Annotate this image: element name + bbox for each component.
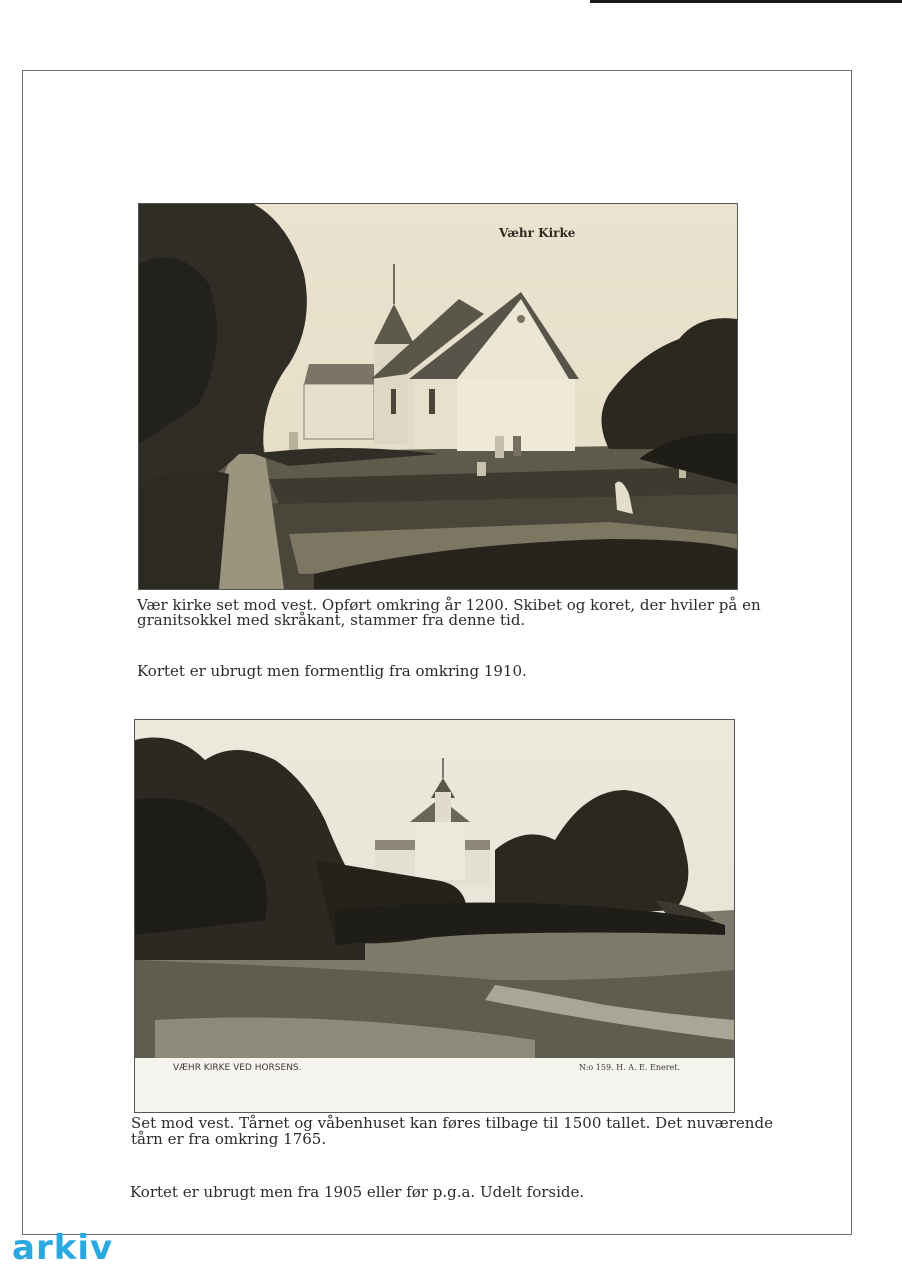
photo1-note: Kortet er ubrugt men formentlig fra omkring 1910. <box>137 662 527 680</box>
church-photo-2-image <box>135 720 734 1112</box>
photo2-printed-label-right: N:o 159. H. A. E. Eneret. <box>579 1063 681 1072</box>
church-photo-1-image <box>139 204 737 589</box>
arkiv-watermark-logo: arkiv <box>12 1228 114 1268</box>
photo2-printed-label-left: VÆHR KIRKE VED HORSENS. <box>173 1063 302 1073</box>
church-photo-2 <box>134 719 735 1113</box>
photo1-caption-line2: granitsokkel med skråkant, stammer fra denne tid. <box>137 611 526 629</box>
photo2-caption-line2: tårn er fra omkring 1765. <box>131 1130 327 1148</box>
photo1-printed-label: Væhr Kirke <box>499 226 576 240</box>
top-edge-line <box>590 0 902 3</box>
photo2-caption-line1: Set mod vest. Tårnet og våbenhuset kan føres tilbage til 1500 tallet. Det nuværende <box>131 1114 773 1132</box>
photo2-note: Kortet er ubrugt men fra 1905 eller før p.g.a. Udelt forside. <box>130 1183 585 1201</box>
photo1-caption-line1: Vær kirke set mod vest. Opført omkring år 1200. Skibet og koret, der hviler på en <box>137 596 761 614</box>
church-photo-1 <box>138 203 738 590</box>
